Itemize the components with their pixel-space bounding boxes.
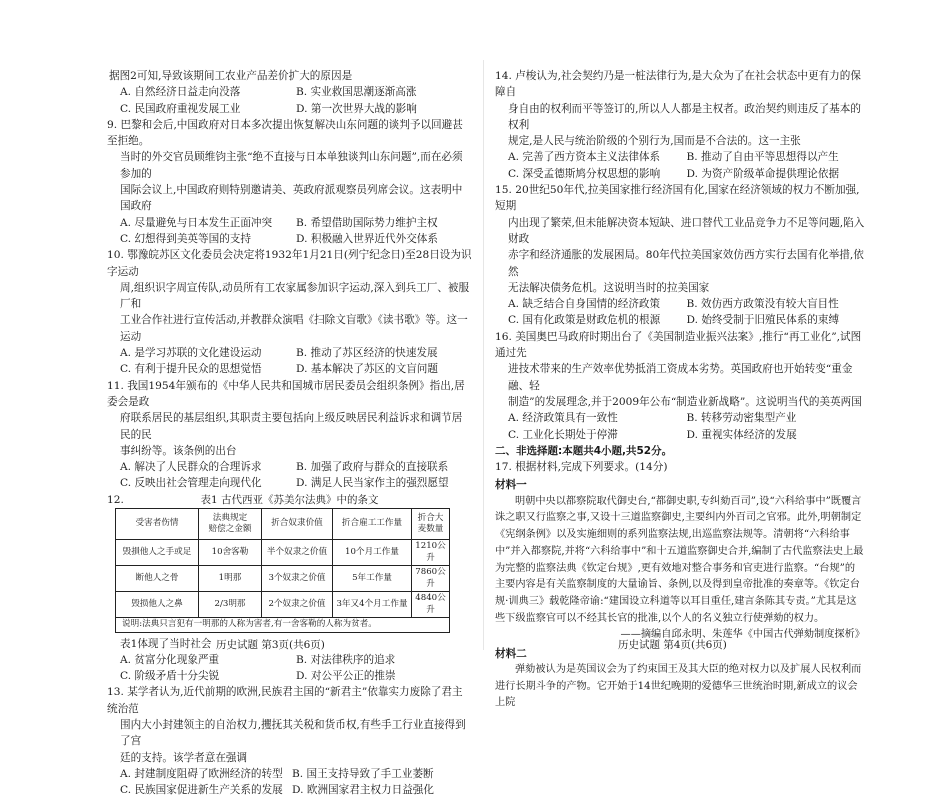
table-cell: 毁损他人之鼻 [116, 592, 199, 618]
sumerian-law-table [115, 508, 450, 633]
option[interactable]: A. 尽量避免与日本发生正面冲突 [120, 216, 273, 229]
table-cell: 2个奴隶之价值 [262, 592, 333, 618]
option[interactable]: B. 对法律秩序的追求 [296, 653, 396, 666]
option[interactable]: D. 始终受制于旧殖民体系的束缚 [686, 314, 840, 327]
option[interactable]: A. 贫富分化现象严重 [120, 653, 220, 666]
table-cell: 10舍客勒 [199, 540, 262, 566]
q15-options [495, 296, 865, 329]
stem-line: 赤字和经济通胀的发展困局。80年代拉美国家效仿西方实行去国有化举措,依然 [508, 249, 864, 278]
q12-options [107, 652, 472, 685]
stem-line: 廷的支持。该学者意在强调 [120, 751, 248, 764]
question-17 [495, 459, 865, 712]
table-cell: 4840公升 [412, 592, 450, 618]
option[interactable]: D. 欧洲国家君主权力日益强化 [292, 784, 434, 797]
option[interactable]: D. 对公平公正的推崇 [296, 670, 396, 683]
option[interactable]: C. 反映出社会管理走向现代化 [120, 477, 262, 490]
stem-line: 11. 我国1954年颁布的《中华人民共和国城市居民委员会组织条例》指出,居委会是政 [107, 379, 465, 408]
stem-line: 府联系居民的基层组织,其职责主要包括向上级反映居民利益诉求和调节居民的民 [120, 412, 463, 441]
table-cell: 半个奴隶之价值 [262, 540, 333, 566]
table-caption: 表1 古代西亚《苏美尔法典》中的条文 [200, 493, 379, 506]
option[interactable]: B. 加强了政府与群众的直接联系 [296, 461, 449, 474]
stem-line: 当时的外交官员顾维钧主张“绝不直接与日本单独谈判山东问题”,而在必须参加的 [120, 151, 463, 180]
option[interactable]: D. 积极融入世界近代外交体系 [296, 232, 438, 245]
table-cell: 3个奴隶之价值 [262, 566, 333, 592]
option[interactable]: A. 是学习苏联的文化建设运动 [120, 347, 262, 360]
table-cell: 断他人之骨 [116, 566, 199, 592]
column-header: 法典规定 赔偿之金额 [199, 509, 262, 540]
stem-line: 16. 美国奥巴马政府时期出台了《美国制造业振兴法案》,推行“再工业化”,试图通过先 [495, 330, 862, 360]
material-2-title: 材料二 [495, 647, 527, 660]
option[interactable]: D. 第一次世界大战的影响 [296, 102, 417, 115]
question-11 [107, 378, 472, 492]
q16-options [495, 410, 865, 443]
option[interactable]: C. 民国政府重视发展工业 [120, 102, 241, 115]
q10-options [107, 345, 472, 378]
option[interactable]: B. 推动了自由平等思想得以产生 [686, 151, 839, 164]
stem-line: 无法解决债务危机。这说明当时的拉美国家 [508, 281, 710, 294]
q8-stem: 据图2可知,导致该期间工农业产品差价扩大的原因是 [109, 70, 353, 82]
page-footer-right: 历史试题 第4页(共6页) [618, 639, 727, 651]
material-1-source: ——摘编自邱永明、朱莲华《中国古代弹劾制度探析》 [620, 629, 865, 641]
stem-line: 周,组织识字周宣传队,动员所有工农家属参加识字运动,深入到兵工厂、被服厂和 [120, 281, 470, 311]
material-1-title: 材料一 [495, 479, 527, 492]
page-footer-left: 历史试题 第3页(共6页) [216, 639, 325, 651]
stem-line: 事纠纷等。该条例的出台 [120, 444, 237, 457]
option[interactable]: D. 满足人民当家作主的强烈愿望 [296, 477, 449, 490]
stem-line: 身自由的权利而平等签订的,所以人人都是主权者。政治契约则违反了基本的权利 [508, 102, 861, 131]
right-page [495, 68, 865, 712]
table-cell: 毁損他人之手或足 [116, 540, 199, 566]
table-cell: 3年又4个月工作量 [333, 592, 412, 618]
table-row [116, 566, 450, 592]
table-cell: 1明那 [199, 566, 262, 592]
option[interactable]: B. 转移劳动密集型产业 [686, 412, 797, 425]
stem-line: 内出现了繁荣,但未能解决资本短缺、进口替代工业品竞争力不足等问题,陷入财政 [508, 216, 865, 245]
column-header: 受害者伤情 [116, 509, 199, 540]
question-16 [495, 329, 865, 443]
table-note-row [116, 618, 450, 633]
question-9 [107, 117, 472, 247]
option[interactable]: B. 实业救国思潮逐渐高涨 [296, 86, 417, 99]
material-1-text: 明朝中央以都察院取代御史台,“都御史职,专纠劾百司”,设“六科给事中”既覆言诛之职又行监察之事,又设十三道监察御史,主要纠内外百司之官邪。此外,明朝制定《宪纲条例》以及实施细则的系列监察法规,出巡监察法规等。清朝将“六科给事中”并入都察院,并将“六科给事中”和十五道监察御史合并,编制了古代监察法史上最为完整的监察法典《钦定台规》,更有效地对整合事务和官吏进行监察。“台规”的主要内容是有关监察制度的大量谕旨、条例,以及得到皇帝批准的奏章等。《钦定台规·训典三》载乾隆帝谕:“建国设立科道等以耳目重任,建言条陈其专责。”尤其是这些下级监察官可以不经其长官的批准,以个人的名义独立行使弹劾的权力。 [495, 495, 864, 624]
option[interactable]: A. 经济政策具有一致性 [508, 412, 618, 425]
table-cell: 10个月工作量 [333, 540, 412, 566]
stem-line: 10. 鄂豫皖苏区文化委员会决定将1932年1月21日(列宁纪念日)至28日设为识字运动 [107, 249, 472, 278]
stem-line: 规定,是人民与统治阶级的个别行为,国而是不合法的。这一主张 [508, 135, 801, 148]
question-14 [495, 68, 865, 182]
q9-options [107, 215, 472, 248]
option[interactable]: C. 深受孟德斯鸠分权思想的影响 [508, 167, 661, 180]
column-header: 折合大麦数量 [412, 509, 450, 540]
option[interactable]: D. 为资产阶级革命提供理论依据 [686, 167, 840, 180]
table-header-row [116, 509, 450, 540]
option[interactable]: B. 效仿西方政策没有较大盲目性 [686, 298, 839, 311]
option[interactable]: C. 国有化政策是财政危机的根源 [508, 314, 661, 327]
option[interactable]: A. 缺乏结合自身国情的经济政策 [508, 298, 661, 311]
stem-line: 9. 巴黎和会后,中国政府对日本多次提出恢复解决山东问题的谈判予以回避甚至拒绝。 [107, 118, 463, 148]
table-cell: 2/3明那 [199, 592, 262, 618]
stem-line: 围内大小封建领主的自治权力,攫抚其关税和货币权,有些手工行业直接得到了宫 [120, 719, 466, 748]
q14-options [495, 149, 865, 182]
q11-options [107, 459, 472, 492]
page-divider [483, 60, 484, 650]
question-number: 12. [107, 493, 124, 506]
stem-line: 13. 某学者认为,近代前期的欧洲,民族君主国的“新君主”依靠实力废除了君主统治范 [107, 686, 463, 715]
option[interactable]: C. 幻想得到美英等国的支持 [120, 232, 251, 245]
option[interactable]: A. 自然经济日益走向没落 [120, 86, 241, 99]
question-10 [107, 247, 472, 377]
q17-stem: 17. 根据材料,完成下列要求。(14分) [495, 461, 668, 474]
stem-line: 14. 卢梭认为,社会契约乃是一桩法律行为,是大众为了在社会状态中更有力的保障自 [495, 70, 861, 99]
table-row [116, 592, 450, 618]
table-cell: 1210公升 [412, 540, 450, 566]
q12-stem: 表1体现了当时社会 [120, 637, 212, 650]
table-cell: 5年工作量 [333, 566, 412, 592]
stem-line: 国际会议上,中国政府则特别邀请美、英政府派观察员列席会议。这表明中国政府 [120, 184, 463, 213]
option[interactable]: D. 基本解决了苏区的文盲问题 [296, 363, 438, 376]
option[interactable]: C. 工业化长期处于停滞 [508, 428, 618, 441]
option[interactable]: D. 重视实体经济的发展 [686, 428, 797, 441]
question-15 [495, 182, 865, 329]
left-page [107, 68, 472, 798]
column-header: 折合雇工工作量 [333, 509, 412, 540]
stem-line: 工业合作社进行宣传活动,并教群众演唱《扫除文盲歌》《读书歌》等。这一运动 [120, 314, 468, 343]
option[interactable]: A. 解决了人民群众的合理诉求 [120, 461, 262, 474]
stem-line: 进技术带来的生产效率优势抵消工资成本劣势。英国政府也开始转变“重金融、轻 [508, 363, 853, 392]
option[interactable]: B. 国王支持导致了手工业萎断 [292, 767, 434, 780]
option[interactable]: C. 阶级矛盾十分尖锐 [120, 670, 220, 683]
q13-options [107, 766, 472, 798]
table-row [116, 540, 450, 566]
stem-line: 制造”的发展理念,并于2009年公布“制造业新战略”。这说明当代的美英两国 [508, 395, 862, 408]
table-note: 说明:法典只言犯有一明那的人称为害者,有一舍客勒的人称为贫者。 [116, 618, 450, 633]
option[interactable]: B. 推动了苏区经济的快速发展 [296, 347, 438, 360]
option[interactable]: C. 有利于提升民众的思想觉悟 [120, 363, 262, 376]
option[interactable]: A. 封建制度阻碍了欧洲经济的转型 [120, 767, 283, 780]
column-header: 折合奴隶价值 [262, 509, 333, 540]
q8-options [107, 84, 472, 117]
material-2-text: 弹劾被认为是英国议会为了约束国王及其大臣的绝对权力以及扩展人民权利而进行长期斗争的产物。它开始于14世纪晚期的爱德华三世统治时期,新成立的议会上院 [495, 663, 862, 709]
question-13 [107, 684, 472, 798]
question-12 [107, 492, 472, 685]
section-title: 二、非选择题:本题共4小题,共52分。 [495, 444, 673, 457]
option[interactable]: B. 希望借助国际势力维护主权 [296, 216, 438, 229]
table-cell: 7860公升 [412, 566, 450, 592]
option[interactable]: C. 民族国家促进新生产关系的发展 [120, 784, 283, 797]
stem-line: 15. 20世纪50年代,拉美国家推行经济国有化,国家在经济领域的权力不断加强,短期 [495, 184, 860, 213]
option[interactable]: A. 完善了西方资本主义法律体系 [508, 151, 661, 164]
